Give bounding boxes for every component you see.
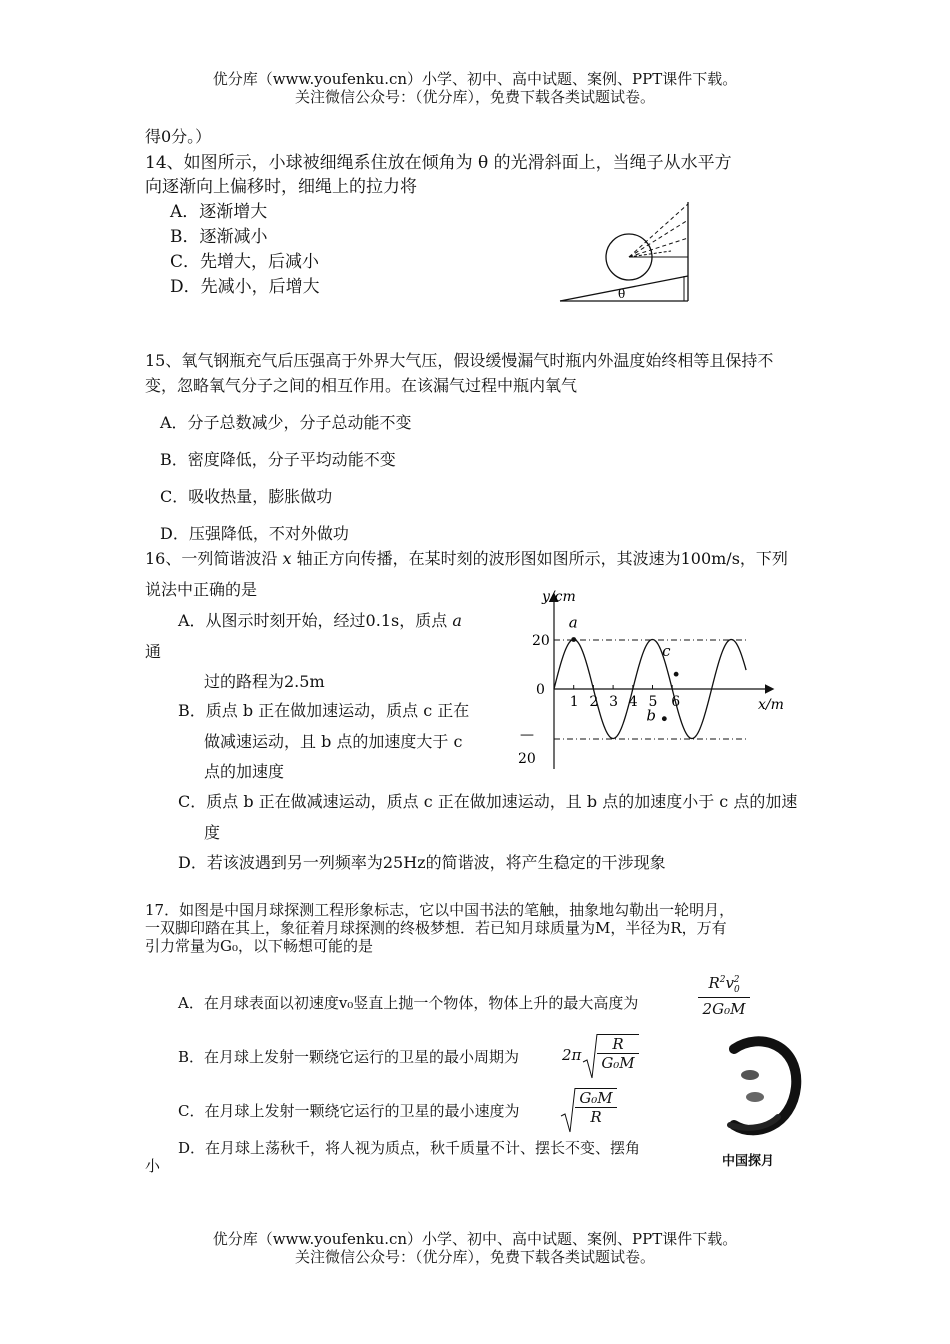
lunar-logo-footprint-upper [741, 1070, 759, 1080]
q17-stem-3: 引力常量为G₀，以下畅想可能的是 [145, 937, 373, 955]
q16-option-a-line-3: 过的路程为2.5m [204, 672, 325, 691]
q16-point-a-ref: a [452, 611, 462, 630]
q15-option-d: D．压强降低，不对外做功 [160, 524, 349, 543]
wave-point-label-a: a [568, 613, 578, 632]
q17-formula-a-r: R [708, 974, 720, 992]
q16-option-a-line-2: 通 [145, 642, 162, 661]
q17-formula-a [698, 974, 750, 1018]
q16-stem-1 [145, 549, 788, 569]
q16-option-a-line-1 [178, 611, 462, 631]
q17-formula-b-den: G₀M [601, 1054, 635, 1072]
wave-y-max-label: 20 [532, 633, 550, 649]
q17-option-d-line-2: 小 [145, 1157, 161, 1175]
q14-option-b: B．逐渐减小 [170, 227, 268, 247]
q17-formula-b-prefix: 2π [562, 1046, 582, 1064]
wave-x-tick-label: 4 [628, 694, 638, 710]
wave-point-b [662, 716, 667, 721]
q15-option-a: A．分子总数减少，分子总动能不变 [160, 413, 412, 432]
wave-x-label: x/m [758, 697, 784, 713]
q17-stem-1: 17．如图是中国月球探测工程形象标志，它以中国书法的笔触，抽象地勾勒出一轮明月， [145, 901, 735, 919]
q17-formula-c-den: R [590, 1108, 602, 1126]
top-line: 得0分。） [145, 127, 212, 146]
q15-stem-2: 变，忽略氧气分子之间的相互作用。在该漏气过程中瓶内氧气 [145, 376, 578, 395]
q14-stem-1: 14、如图所示，小球被细绳系住放在倾角为 θ 的光滑斜面上，当绳子从水平方 [145, 153, 732, 173]
q16-option-b-line-3: 点的加速度 [204, 762, 285, 781]
wave-y-label: y/cm [542, 589, 576, 605]
wave-x-tick-label: 5 [648, 694, 658, 710]
q15-option-b: B．密度降低，分子平均动能不变 [160, 450, 396, 469]
q15-option-c: C．吸收热量，膨胀做功 [160, 487, 333, 506]
wave-x-tick-label: 6 [671, 694, 681, 710]
lunar-logo-icon [720, 1035, 802, 1140]
lunar-logo-footprint-lower [746, 1092, 764, 1102]
q14-option-a: A．逐渐增大 [170, 202, 268, 222]
q17-option-a: A．在月球表面以初速度v₀竖直上抛一个物体，物体上升的最大高度为 [178, 994, 639, 1012]
q16-stem-1x: x [282, 549, 292, 568]
wave-point-c [674, 672, 679, 677]
q17-formula-c-fraction [575, 1088, 617, 1126]
q14-option-c: C．先增大，后减小 [170, 252, 320, 272]
q17-formula-b-root-icon [582, 1032, 598, 1080]
q16-stem-1b: 轴正方向传播，在某时刻的波形图如图所示，其波速为100m/s，下列 [296, 549, 788, 568]
q17-formula-a-numerator: $R^2v_0^2$ [698, 974, 750, 998]
q16-option-b-line-2: 做减速运动，且 b 点的加速度大于 c [204, 732, 463, 751]
q16-option-b-line-1: B．质点 b 正在做加速运动，质点 c 正在 [178, 701, 470, 720]
q14-option-d: D．先减小，后增大 [170, 277, 320, 297]
q17-formula-a-denominator: 2G₀M [702, 1000, 746, 1018]
q16-option-c-line-1: C．质点 b 正在做减速运动，质点 c 正在做加速运动，且 b 点的加速度小于 c 点的加速 [178, 792, 798, 811]
q17-formula-a-sup: 2 [719, 975, 726, 985]
footer-line-2: 关注微信公众号：（优分库），免费下载各类试题试卷。 [294, 1248, 655, 1266]
header-line-2: 关注微信公众号：（优分库），免费下载各类试题试卷。 [294, 88, 655, 106]
wave-point-label-c: c [662, 642, 671, 661]
q17-formula-a-v: v [725, 974, 735, 992]
header-line-1: 优分库（www.youfenku.cn）小学、初中、高中试题、案例、PPT课件下载。 [212, 70, 738, 88]
lunar-logo-label: 中国探月 [722, 1154, 775, 1169]
footer-line-1: 优分库（www.youfenku.cn）小学、初中、高中试题、案例、PPT课件下载。 [212, 1230, 738, 1248]
q16-option-a-text: A．从图示时刻开始，经过0.1s，质点 [178, 611, 448, 630]
wave-origin-label: 0 [536, 682, 545, 698]
q17-formula-c-num: G₀M [575, 1089, 617, 1108]
wave-y-min-label: 20 [518, 751, 536, 767]
wave-point-label-b: b [646, 706, 656, 725]
q17-option-c: C．在月球上发射一颗绕它运行的卫星的最小速度为 [178, 1102, 520, 1120]
wave-x-tick-label: 2 [589, 694, 599, 710]
wave-x-tick-label: 3 [609, 694, 619, 710]
wave-point-a [571, 637, 576, 642]
q14-stem-2: 向逐渐向上偏移时，细绳上的拉力将 [145, 177, 417, 197]
wave-x-tick-label: 1 [569, 694, 579, 710]
q17-stem-2: 一双脚印踏在其上，象征着月球探测的终极梦想．若已知月球质量为M，半径为R，万有 [145, 919, 727, 937]
q16-stem-1a: 16、一列简谐波沿 [145, 549, 278, 568]
q17-formula-b-num: R [597, 1035, 639, 1054]
q16-wave-graph [510, 583, 790, 773]
q14-angle-label: θ [618, 287, 626, 301]
q16-option-d: D．若该波遇到另一列频率为25Hz的简谐波，将产生稳定的干涉现象 [178, 853, 666, 872]
q15-stem-1: 15、氧气钢瓶充气后压强高于外界大气压，假设缓慢漏气时瓶内外温度始终相等且保持不 [145, 351, 774, 370]
q16-stem-2: 说法中正确的是 [145, 580, 258, 599]
q17-option-d-line-1: D．在月球上荡秋千，将人视为质点，秋千质量不计、摆长不变、摆角 [178, 1139, 641, 1157]
q17-formula-b-fraction [597, 1034, 639, 1072]
q16-option-c-line-2: 度 [204, 823, 221, 842]
wave-y-min-dash: — [520, 727, 534, 743]
q17-formula-c-root-icon [560, 1086, 576, 1134]
q17-option-b: B．在月球上发射一颗绕它运行的卫星的最小周期为 [178, 1048, 520, 1066]
q14-incline-figure [555, 198, 700, 308]
